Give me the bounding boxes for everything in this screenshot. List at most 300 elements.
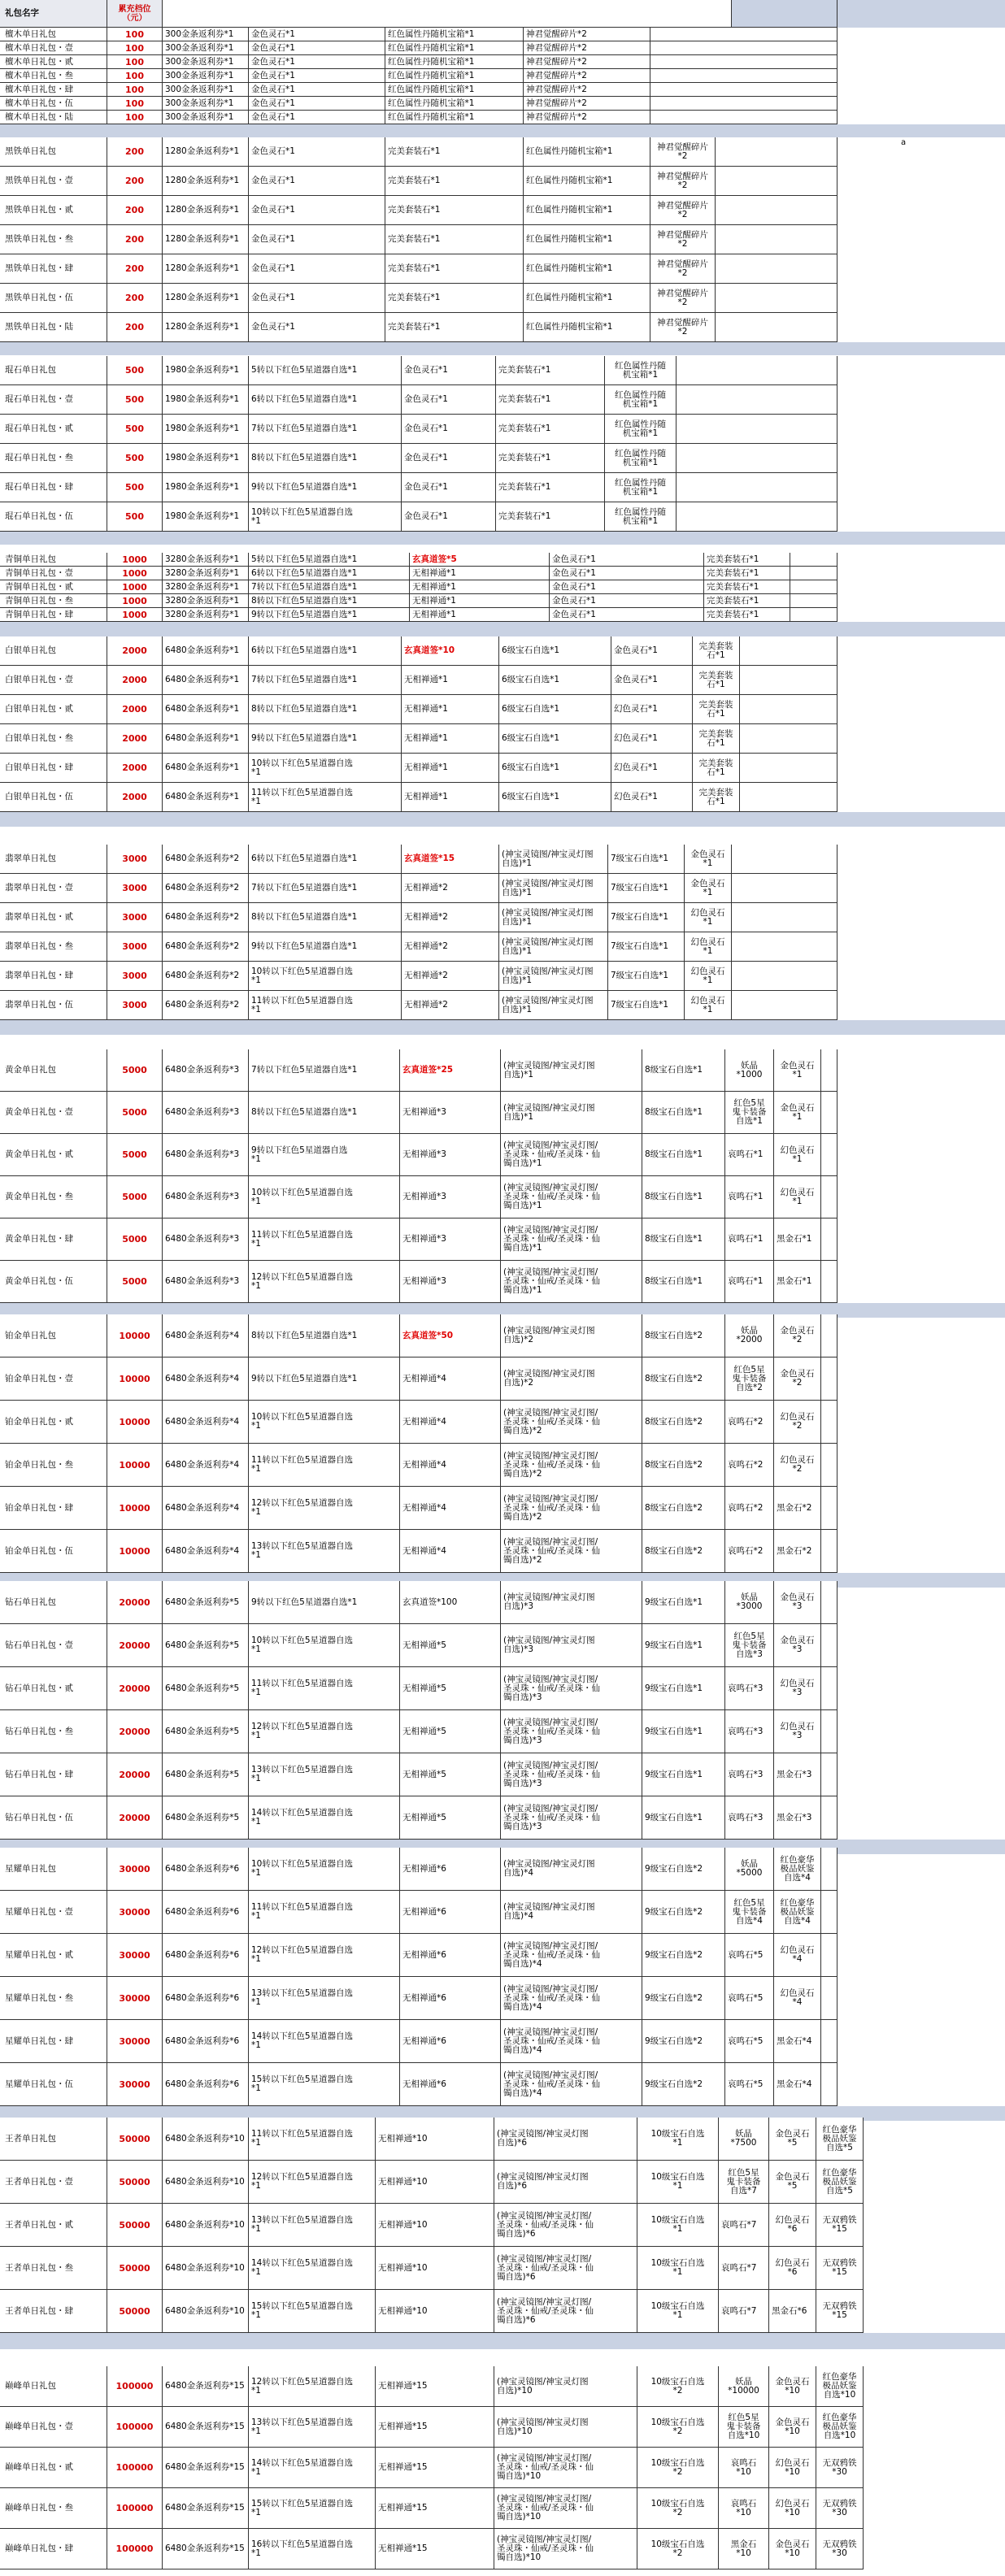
reward-cell: 6480金条返利券*3	[163, 1049, 249, 1092]
reward-cell: 1980金条返利券*1	[163, 444, 249, 473]
reward-cell: (神宝灵镜图/神宝灵灯图 自选)*2	[501, 1314, 642, 1358]
reward-cell: 6480金条返利券*10	[163, 2204, 249, 2247]
empty-cell	[821, 1796, 838, 1840]
table-row	[0, 41, 1005, 55]
reward-cell: (神宝灵镜图/神宝灵灯图 自选)*1	[501, 1049, 642, 1092]
reward-cell: 神君觉醒碎片 *2	[650, 137, 716, 167]
reward-cell: 300金条返利券*1	[163, 111, 249, 124]
gift-name: 白银单日礼包・肆	[0, 754, 107, 783]
empty-cell	[790, 608, 838, 622]
table-row	[0, 1581, 1005, 1624]
reward-cell: 12转以下红色5星道器自选 *1	[249, 1261, 400, 1303]
table-row	[0, 1487, 1005, 1530]
gift-price: 2000	[107, 754, 163, 783]
reward-cell: 6480金条返利券*4	[163, 1444, 249, 1487]
empty-cell	[716, 137, 838, 167]
reward-cell: 1980金条返利券*1	[163, 473, 249, 502]
table-row	[0, 845, 1005, 874]
table-row	[0, 1710, 1005, 1753]
empty-cell	[821, 1176, 838, 1218]
reward-cell: 金色灵石*1	[550, 553, 704, 567]
table-row	[0, 415, 1005, 444]
reward-cell: 神君觉醒碎片*2	[524, 69, 650, 83]
reward-cell: 黑金石*1	[774, 1218, 821, 1261]
reward-cell: 10转以下红色5星道器自选 *1	[249, 1624, 400, 1667]
reward-cell: 无相禅通*5	[400, 1796, 501, 1840]
header-row	[0, 0, 1005, 28]
empty-cell	[821, 1710, 838, 1753]
reward-cell: 10转以下红色5星道器自选 *1	[249, 1176, 400, 1218]
reward-cell: 10级宝石自选 *2	[637, 2529, 719, 2569]
reward-cell: 8级宝石自选*2	[642, 1401, 725, 1444]
gift-price: 10000	[107, 1444, 163, 1487]
reward-cell: 1280金条返利券*1	[163, 284, 249, 313]
gift-name: 钻石单日礼包・肆	[0, 1753, 107, 1796]
gift-price: 500	[107, 415, 163, 444]
gift-name: 星耀单日礼包	[0, 1848, 107, 1891]
reward-cell: 完美套装石*1	[496, 356, 605, 385]
empty-cell	[677, 356, 838, 385]
empty-cell	[732, 845, 838, 874]
empty-cell	[677, 444, 838, 473]
reward-cell: (神宝灵镜图/神宝灵灯图/ 圣灵珠・仙戒/圣灵珠・仙 镯自选)*3	[501, 1753, 642, 1796]
reward-cell: 金色灵石 *10	[769, 2366, 816, 2407]
reward-cell: (神宝灵镜图/神宝灵灯图 自选)*3	[501, 1581, 642, 1624]
gift-price: 200	[107, 167, 163, 196]
empty-cell	[677, 385, 838, 415]
reward-cell: 红色5星 鬼卡装备 自选*7	[719, 2161, 769, 2204]
reward-cell: 9转以下红色5星道器自选*1	[249, 608, 410, 622]
reward-cell: 6级宝石自选*1	[499, 754, 611, 783]
empty-cell	[732, 932, 838, 962]
table-row	[0, 2118, 1005, 2161]
reward-cell: (神宝灵镜图/神宝灵灯图/ 圣灵珠・仙戒/圣灵珠・仙 镯自选)*2	[501, 1530, 642, 1573]
empty-cell	[821, 1358, 838, 1401]
empty-cell	[650, 41, 838, 55]
table-row	[0, 196, 1005, 225]
empty-cell	[790, 580, 838, 594]
tier-separator	[0, 2333, 1005, 2349]
reward-cell: 无相禅通*15	[376, 2448, 494, 2488]
empty-cell	[821, 1624, 838, 1667]
reward-cell: 神君觉醒碎片*2	[524, 55, 650, 69]
table-row	[0, 225, 1005, 254]
reward-cell: 6级宝石自选*1	[499, 666, 611, 695]
table-row	[0, 2366, 1005, 2407]
gift-price: 500	[107, 385, 163, 415]
reward-cell: 3280金条返利券*1	[163, 567, 249, 580]
reward-cell: 6480金条返利券*2	[163, 874, 249, 903]
table-row	[0, 1049, 1005, 1092]
reward-cell: 哀鸣石 *10	[719, 2448, 769, 2488]
gift-name: 钻石单日礼包・伍	[0, 1796, 107, 1840]
reward-cell: 红色属性丹随机宝箱*1	[524, 254, 650, 284]
reward-cell: 黑金石*3	[774, 1796, 821, 1840]
empty-cell	[821, 1401, 838, 1444]
reward-cell: 6480金条返利券*15	[163, 2529, 249, 2569]
tier-separator	[0, 532, 1005, 545]
gift-price: 3000	[107, 932, 163, 962]
reward-cell: 金色灵石 *1	[774, 1049, 821, 1092]
reward-cell: 幻色灵石 *1	[774, 1176, 821, 1218]
reward-cell: 幻色灵石 *2	[774, 1444, 821, 1487]
reward-cell: 1280金条返利券*1	[163, 313, 249, 342]
reward-cell: 1280金条返利券*1	[163, 137, 249, 167]
gift-name: 铂金单日礼包・壹	[0, 1358, 107, 1401]
reward-cell: 金色灵石*1	[249, 137, 385, 167]
gift-price: 2000	[107, 666, 163, 695]
table-row	[0, 1624, 1005, 1667]
reward-cell: 6480金条返利券*10	[163, 2247, 249, 2290]
table-row	[0, 1977, 1005, 2020]
reward-cell: 1280金条返利券*1	[163, 167, 249, 196]
reward-cell: 完美套装 石*1	[693, 754, 740, 783]
gift-price: 500	[107, 473, 163, 502]
reward-cell: 8级宝石自选*1	[642, 1176, 725, 1218]
reward-cell: 金色灵石*1	[402, 444, 496, 473]
reward-cell: 无相禅通*1	[402, 666, 499, 695]
gift-name: 琨石单日礼包・叁	[0, 444, 107, 473]
table-row	[0, 502, 1005, 532]
reward-cell: 10级宝石自选 *1	[637, 2247, 719, 2290]
reward-cell: 无相禅通*6	[400, 1891, 501, 1934]
reward-cell: 6480金条返利券*6	[163, 1934, 249, 1977]
reward-cell: 红色属性丹随机宝箱*1	[524, 284, 650, 313]
table-row	[0, 2063, 1005, 2106]
empty-cell	[821, 1753, 838, 1796]
reward-cell: 无相禅通*4	[400, 1401, 501, 1444]
reward-cell: 神君觉醒碎片 *2	[650, 225, 716, 254]
reward-cell: 金色灵石*1	[550, 608, 704, 622]
empty-cell	[732, 874, 838, 903]
reward-cell: 7级宝石自选*1	[608, 991, 685, 1020]
reward-cell: 金色灵石*1	[249, 83, 385, 97]
reward-cell: 无相禅通*1	[402, 754, 499, 783]
reward-cell: 无相禅通*3	[400, 1218, 501, 1261]
gift-price: 5000	[107, 1218, 163, 1261]
empty-cell	[732, 903, 838, 932]
reward-cell: 哀鸣石*2	[725, 1401, 774, 1444]
reward-cell: 无相禅通*5	[400, 1667, 501, 1710]
reward-cell: 无相禅通*4	[400, 1358, 501, 1401]
reward-cell: 红色豪华 极品妖鉴 自选*5	[816, 2161, 864, 2204]
reward-cell: 12转以下红色5星道器自选 *1	[249, 1487, 400, 1530]
reward-cell: (神宝灵镜图/神宝灵灯图 自选)*10	[494, 2407, 637, 2448]
gift-name: 青铜单日礼包・肆	[0, 608, 107, 622]
gift-price: 200	[107, 284, 163, 313]
gift-name: 王者单日礼包・肆	[0, 2290, 107, 2333]
gift-price: 20000	[107, 1710, 163, 1753]
table-row	[0, 1444, 1005, 1487]
gift-name: 琨石单日礼包・肆	[0, 473, 107, 502]
reward-cell: 哀鸣石*5	[725, 2020, 774, 2063]
gift-price: 10000	[107, 1530, 163, 1573]
reward-cell: 11转以下红色5星道器自选 *1	[249, 1218, 400, 1261]
table-row	[0, 1848, 1005, 1891]
reward-cell: 1980金条返利券*1	[163, 385, 249, 415]
gift-name: 翡翠单日礼包・壹	[0, 874, 107, 903]
reward-cell: 10转以下红色5星道器自选 *1	[249, 1848, 400, 1891]
table-row	[0, 356, 1005, 385]
empty-cell	[821, 1581, 838, 1624]
reward-cell: 哀鸣石*3	[725, 1667, 774, 1710]
table-row	[0, 1891, 1005, 1934]
reward-cell: 黑金石*6	[769, 2290, 816, 2333]
gift-price: 1000	[107, 594, 163, 608]
reward-cell: 6480金条返利券*10	[163, 2290, 249, 2333]
gift-name: 檀木单日礼包・壹	[0, 41, 107, 55]
gift-price: 2000	[107, 783, 163, 812]
reward-cell: 完美套装石*1	[385, 313, 524, 342]
reward-cell: 玄真道签*50	[400, 1314, 501, 1358]
reward-cell: 7转以下红色5星道器自选*1	[249, 415, 402, 444]
table-row	[0, 991, 1005, 1020]
reward-cell: (神宝灵镜图/神宝灵灯图/ 圣灵珠・仙戒/圣灵珠・仙 镯自选)*1	[501, 1261, 642, 1303]
empty-cell	[650, 111, 838, 124]
reward-cell: 红色属性丹随机宝箱*1	[385, 111, 524, 124]
empty-cell	[677, 415, 838, 444]
empty-cell	[650, 97, 838, 111]
reward-cell: 6480金条返利券*3	[163, 1261, 249, 1303]
reward-cell: 玄真道签*10	[402, 636, 499, 666]
gift-name: 铂金单日礼包・叁	[0, 1444, 107, 1487]
empty-cell	[821, 1218, 838, 1261]
gift-price: 20000	[107, 1667, 163, 1710]
table-row	[0, 55, 1005, 69]
reward-cell: 3280金条返利券*1	[163, 580, 249, 594]
gift-price: 100000	[107, 2407, 163, 2448]
reward-cell: 14转以下红色5星道器自选 *1	[249, 2020, 400, 2063]
reward-cell: (神宝灵镜图/神宝灵灯图/ 圣灵珠・仙戒/圣灵珠・仙 镯自选)*4	[501, 1934, 642, 1977]
gift-name: 青铜单日礼包・壹	[0, 567, 107, 580]
reward-cell: 哀鸣石*5	[725, 2063, 774, 2106]
reward-cell: 无双鸦铁 *30	[816, 2448, 864, 2488]
reward-cell: 玄真道签*15	[402, 845, 499, 874]
gift-price: 100000	[107, 2529, 163, 2569]
gift-name: 檀木单日礼包・伍	[0, 97, 107, 111]
gift-name: 琨石单日礼包	[0, 356, 107, 385]
reward-cell: 幻色灵石 *4	[774, 1934, 821, 1977]
reward-cell: 6480金条返利券*15	[163, 2366, 249, 2407]
gift-price: 200	[107, 313, 163, 342]
gift-name: 翡翠单日礼包・贰	[0, 903, 107, 932]
reward-cell: (神宝灵镜图/神宝灵灯图 自选)*6	[494, 2161, 637, 2204]
reward-cell: 幻色灵石 *1	[774, 1134, 821, 1176]
reward-cell: 红色属性丹随机宝箱*1	[524, 137, 650, 167]
reward-cell: 9级宝石自选*1	[642, 1667, 725, 1710]
gift-name: 星耀单日礼包・肆	[0, 2020, 107, 2063]
reward-cell: 幻色灵石 *6	[769, 2204, 816, 2247]
empty-cell	[650, 28, 838, 41]
reward-cell: 无相禅通*15	[376, 2407, 494, 2448]
reward-cell: 300金条返利券*1	[163, 83, 249, 97]
reward-cell: 神君觉醒碎片*2	[524, 83, 650, 97]
empty-cell	[732, 991, 838, 1020]
reward-cell: (神宝灵镜图/神宝灵灯图 自选)*1	[499, 932, 608, 962]
reward-cell: 13转以下红色5星道器自选 *1	[249, 1530, 400, 1573]
reward-cell: 无双鸦铁 *15	[816, 2204, 864, 2247]
table-row	[0, 1796, 1005, 1840]
reward-cell: 金色灵石*1	[611, 666, 693, 695]
table-row	[0, 567, 1005, 580]
reward-cell: 7转以下红色5星道器自选*1	[249, 666, 402, 695]
reward-cell: 12转以下红色5星道器自选 *1	[249, 2366, 376, 2407]
table-row	[0, 111, 1005, 124]
reward-cell: (神宝灵镜图/神宝灵灯图/ 圣灵珠・仙戒/圣灵珠・仙 镯自选)*10	[494, 2448, 637, 2488]
reward-cell: 无相禅通*6	[400, 1934, 501, 1977]
reward-cell: 金色灵石*1	[249, 225, 385, 254]
reward-cell: (神宝灵镜图/神宝灵灯图/ 圣灵珠・仙戒/圣灵珠・仙 镯自选)*6	[494, 2247, 637, 2290]
reward-cell: 300金条返利券*1	[163, 28, 249, 41]
gift-name: 青铜单日礼包・贰	[0, 580, 107, 594]
reward-cell: 红色豪华 极品妖鉴 自选*4	[774, 1848, 821, 1891]
reward-cell: 幻色灵石 *1	[685, 932, 732, 962]
reward-cell: 哀鸣石*3	[725, 1753, 774, 1796]
reward-cell: 红色豪华 极品妖鉴 自选*10	[816, 2407, 864, 2448]
reward-cell: (神宝灵镜图/神宝灵灯图 自选)*10	[494, 2366, 637, 2407]
gift-name: 星耀单日礼包・贰	[0, 1934, 107, 1977]
reward-cell: 红色属性丹随机宝箱*1	[524, 313, 650, 342]
reward-cell: 幻色灵石 *4	[774, 1977, 821, 2020]
reward-cell: 金色灵石 *5	[769, 2118, 816, 2161]
empty-cell	[821, 2020, 838, 2063]
reward-cell: 6480金条返利券*4	[163, 1401, 249, 1444]
gift-name: 檀木单日礼包・叁	[0, 69, 107, 83]
reward-cell: (神宝灵镜图/神宝灵灯图 自选)*4	[501, 1891, 642, 1934]
gift-name: 钻石单日礼包・贰	[0, 1667, 107, 1710]
reward-cell: 金色灵石 *10	[769, 2407, 816, 2448]
reward-cell: 红色豪华 极品妖鉴 自选*5	[816, 2118, 864, 2161]
table-row	[0, 83, 1005, 97]
reward-cell: 完美套装石*1	[704, 567, 790, 580]
table-row	[0, 724, 1005, 754]
reward-cell: 11转以下红色5星道器自选 *1	[249, 991, 402, 1020]
reward-cell: 金色灵石*1	[402, 356, 496, 385]
gift-price: 3000	[107, 903, 163, 932]
reward-cell: 哀鸣石*1	[725, 1261, 774, 1303]
reward-cell: (神宝灵镜图/神宝灵灯图/ 圣灵珠・仙戒/圣灵珠・仙 镯自选)*4	[501, 1977, 642, 2020]
reward-cell: (神宝灵镜图/神宝灵灯图/ 圣灵珠・仙戒/圣灵珠・仙 镯自选)*3	[501, 1667, 642, 1710]
reward-cell: 金色灵石*1	[249, 313, 385, 342]
empty-cell	[821, 1848, 838, 1891]
reward-cell: 妖晶 *7500	[719, 2118, 769, 2161]
gift-price: 500	[107, 444, 163, 473]
reward-cell: 无相禅通*1	[410, 594, 550, 608]
gift-price: 30000	[107, 1977, 163, 2020]
gift-price: 100000	[107, 2448, 163, 2488]
reward-cell: 9级宝石自选*1	[642, 1710, 725, 1753]
reward-cell: 10转以下红色5星道器自选 *1	[249, 962, 402, 991]
gift-name: 琨石单日礼包・壹	[0, 385, 107, 415]
reward-cell: 8级宝石自选*2	[642, 1487, 725, 1530]
gift-name: 黄金单日礼包・贰	[0, 1134, 107, 1176]
reward-cell: 完美套装石*1	[385, 254, 524, 284]
reward-cell: 红色属性丹随机宝箱*1	[524, 167, 650, 196]
reward-cell: 完美套装 石*1	[693, 783, 740, 812]
reward-cell: 1280金条返利券*1	[163, 225, 249, 254]
reward-cell: 妖晶 *3000	[725, 1581, 774, 1624]
table-row	[0, 636, 1005, 666]
reward-cell: 哀鸣石 *10	[719, 2488, 769, 2529]
reward-cell: 金色灵石*1	[249, 41, 385, 55]
reward-cell: 8转以下红色5星道器自选*1	[249, 594, 410, 608]
reward-cell: 6480金条返利券*2	[163, 932, 249, 962]
reward-cell: 7级宝石自选*1	[608, 932, 685, 962]
header-price-cell: 累充档位 （元）	[107, 0, 163, 28]
reward-cell: 6480金条返利券*6	[163, 2020, 249, 2063]
reward-cell: 无相禅通*15	[376, 2488, 494, 2529]
reward-cell: (神宝灵镜图/神宝灵灯图 自选)*2	[501, 1358, 642, 1401]
reward-cell: 6480金条返利券*2	[163, 903, 249, 932]
reward-cell: 黑金石*4	[774, 2020, 821, 2063]
gift-price: 100	[107, 41, 163, 55]
reward-cell: 哀鸣石*1	[725, 1176, 774, 1218]
gift-name: 铂金单日礼包・贰	[0, 1401, 107, 1444]
reward-cell: 金色灵石*1	[402, 415, 496, 444]
reward-cell: 8级宝石自选*2	[642, 1530, 725, 1573]
gift-name: 青铜单日礼包	[0, 553, 107, 567]
empty-cell	[821, 1977, 838, 2020]
tier-separator	[0, 124, 1005, 137]
reward-cell: 神君觉醒碎片 *2	[650, 167, 716, 196]
reward-cell: 幻色灵石 *1	[685, 991, 732, 1020]
reward-cell: 9转以下红色5星道器自选*1	[249, 724, 402, 754]
reward-cell: 无相禅通*1	[410, 567, 550, 580]
empty-cell	[716, 254, 838, 284]
gift-name: 檀木单日礼包・肆	[0, 83, 107, 97]
reward-cell: 6转以下红色5星道器自选*1	[249, 636, 402, 666]
reward-cell: 6480金条返利券*4	[163, 1314, 249, 1358]
reward-cell: 300金条返利券*1	[163, 97, 249, 111]
reward-cell: 金色灵石*1	[611, 636, 693, 666]
reward-cell: 无相禅通*1	[410, 608, 550, 622]
reward-cell: 7转以下红色5星道器自选*1	[249, 580, 410, 594]
empty-cell	[677, 502, 838, 532]
reward-cell: 6480金条返利券*5	[163, 1667, 249, 1710]
reward-cell: 无相禅通*15	[376, 2366, 494, 2407]
header-blank-cell	[163, 0, 732, 28]
gift-name: 黑铁单日礼包・伍	[0, 284, 107, 313]
gift-price: 1000	[107, 608, 163, 622]
gift-name: 檀木单日礼包・贰	[0, 55, 107, 69]
reward-cell: 6480金条返利券*2	[163, 991, 249, 1020]
gift-price: 50000	[107, 2118, 163, 2161]
reward-cell: 3280金条返利券*1	[163, 608, 249, 622]
gift-name: 巅峰单日礼包・叁	[0, 2488, 107, 2529]
reward-cell: 无相禅通*10	[376, 2161, 494, 2204]
gift-price: 50000	[107, 2161, 163, 2204]
gift-name: 钻石单日礼包・壹	[0, 1624, 107, 1667]
reward-cell: 完美套装石*1	[385, 137, 524, 167]
gift-price: 20000	[107, 1624, 163, 1667]
reward-cell: 6480金条返利券*4	[163, 1358, 249, 1401]
gift-price: 200	[107, 225, 163, 254]
gift-name: 黑铁单日礼包・肆	[0, 254, 107, 284]
reward-cell: 6480金条返利券*5	[163, 1710, 249, 1753]
reward-cell: 神君觉醒碎片 *2	[650, 254, 716, 284]
gift-price: 100	[107, 83, 163, 97]
table-row	[0, 254, 1005, 284]
reward-cell: 9级宝石自选*1	[642, 1624, 725, 1667]
gift-price: 200	[107, 196, 163, 225]
reward-cell: 幻色灵石 *3	[774, 1710, 821, 1753]
reward-cell: 13转以下红色5星道器自选 *1	[249, 2407, 376, 2448]
empty-cell	[650, 83, 838, 97]
gift-name: 星耀单日礼包・叁	[0, 1977, 107, 2020]
reward-cell: 10转以下红色5星道器自选 *1	[249, 502, 402, 532]
table-row	[0, 553, 1005, 567]
reward-cell: 16转以下红色5星道器自选 *1	[249, 2529, 376, 2569]
